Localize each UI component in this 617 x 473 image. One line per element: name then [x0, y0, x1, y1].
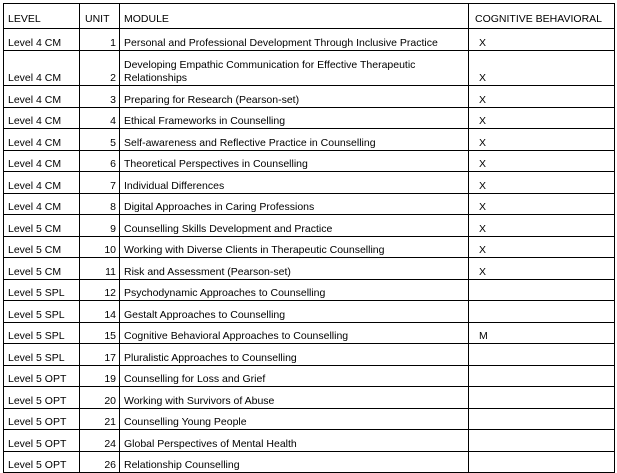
cell-level: Level 4 CM: [4, 107, 80, 129]
table-row: [4, 215, 615, 237]
cell-module: Working with Diverse Clients in Therapeutic Counselling: [120, 236, 469, 258]
cell-module: Personal and Professional Development Through Inclusive Practice: [120, 29, 469, 51]
header-unit: UNIT: [80, 4, 120, 29]
cell-cognitive-behavioral: X: [469, 29, 615, 51]
cell-cognitive-behavioral: [469, 344, 615, 366]
cell-unit: 21: [80, 408, 120, 430]
table-body: [4, 4, 615, 473]
cell-level: Level 4 CM: [4, 129, 80, 151]
table-row: [4, 387, 615, 409]
table-row: [4, 430, 615, 452]
cell-module: Global Perspectives of Mental Health: [120, 430, 469, 452]
table-row: [4, 172, 615, 194]
cell-unit: 4: [80, 107, 120, 129]
table-row: [4, 236, 615, 258]
cell-unit: 11: [80, 258, 120, 280]
table-row: [4, 344, 615, 366]
cell-cognitive-behavioral: X: [469, 107, 615, 129]
cell-level: Level 5 OPT: [4, 430, 80, 452]
cell-unit: 6: [80, 150, 120, 172]
cell-module: Counselling for Loss and Grief: [120, 365, 469, 387]
cell-level: Level 5 OPT: [4, 451, 80, 473]
cell-level: Level 5 CM: [4, 215, 80, 237]
cell-unit: 12: [80, 279, 120, 301]
table-row: [4, 50, 615, 86]
cell-level: Level 5 OPT: [4, 365, 80, 387]
cell-cognitive-behavioral: X: [469, 215, 615, 237]
cell-level: Level 5 CM: [4, 236, 80, 258]
cell-unit: 9: [80, 215, 120, 237]
cell-module: Cognitive Behavioral Approaches to Counselling: [120, 322, 469, 344]
cell-cognitive-behavioral: X: [469, 193, 615, 215]
cell-cognitive-behavioral: [469, 387, 615, 409]
cell-module: Working with Survivors of Abuse: [120, 387, 469, 409]
cell-level: Level 5 OPT: [4, 408, 80, 430]
cell-unit: 14: [80, 301, 120, 323]
cell-module: Relationship Counselling: [120, 451, 469, 473]
cell-level: Level 4 CM: [4, 50, 80, 86]
cell-cognitive-behavioral: X: [469, 150, 615, 172]
cell-unit: 1: [80, 29, 120, 51]
cell-cognitive-behavioral: [469, 301, 615, 323]
cell-cognitive-behavioral: M: [469, 322, 615, 344]
cell-module: Counselling Skills Development and Practice: [120, 215, 469, 237]
header-cognitive-behavioral: COGNITIVE BEHAVIORAL: [469, 4, 615, 29]
cell-cognitive-behavioral: X: [469, 86, 615, 108]
cell-level: Level 4 CM: [4, 86, 80, 108]
table-row: [4, 322, 615, 344]
table-row: [4, 408, 615, 430]
cell-module: Preparing for Research (Pearson-set): [120, 86, 469, 108]
cell-module: Psychodynamic Approaches to Counselling: [120, 279, 469, 301]
cell-cognitive-behavioral: X: [469, 50, 615, 86]
cell-cognitive-behavioral: X: [469, 129, 615, 151]
cell-module: Theoretical Perspectives in Counselling: [120, 150, 469, 172]
cell-level: Level 5 SPL: [4, 322, 80, 344]
table-row: [4, 258, 615, 280]
table-row: [4, 193, 615, 215]
cell-unit: 26: [80, 451, 120, 473]
cell-unit: 15: [80, 322, 120, 344]
cell-cognitive-behavioral: X: [469, 258, 615, 280]
cell-unit: 19: [80, 365, 120, 387]
cell-module: Counselling Young People: [120, 408, 469, 430]
table-row: [4, 150, 615, 172]
header-module: MODULE: [120, 4, 469, 29]
table-row: [4, 107, 615, 129]
cell-module: Gestalt Approaches to Counselling: [120, 301, 469, 323]
cell-unit: 7: [80, 172, 120, 194]
cell-level: Level 4 CM: [4, 150, 80, 172]
cell-unit: 20: [80, 387, 120, 409]
cell-level: Level 5 SPL: [4, 344, 80, 366]
table-row: [4, 129, 615, 151]
cell-level: Level 4 CM: [4, 29, 80, 51]
cell-cognitive-behavioral: [469, 451, 615, 473]
table-row: [4, 301, 615, 323]
cell-module: Pluralistic Approaches to Counselling: [120, 344, 469, 366]
header-level: LEVEL: [4, 4, 80, 29]
cell-level: Level 5 CM: [4, 258, 80, 280]
table-row: [4, 86, 615, 108]
table-row: [4, 279, 615, 301]
cell-cognitive-behavioral: [469, 430, 615, 452]
cell-cognitive-behavioral: [469, 408, 615, 430]
table-row: [4, 365, 615, 387]
cell-unit: 24: [80, 430, 120, 452]
cell-module: Developing Empathic Communication for Effective Therapeutic Relationships: [120, 50, 469, 86]
cell-unit: 3: [80, 86, 120, 108]
cell-unit: 17: [80, 344, 120, 366]
cell-unit: 2: [80, 50, 120, 86]
cell-cognitive-behavioral: X: [469, 172, 615, 194]
cell-level: Level 5 OPT: [4, 387, 80, 409]
cell-module: Digital Approaches in Caring Professions: [120, 193, 469, 215]
cell-level: Level 5 SPL: [4, 279, 80, 301]
cell-unit: 8: [80, 193, 120, 215]
cell-level: Level 5 SPL: [4, 301, 80, 323]
cell-unit: 5: [80, 129, 120, 151]
cell-module: Self-awareness and Reflective Practice in Counselling: [120, 129, 469, 151]
table-header-row: [4, 4, 615, 29]
cell-module: Risk and Assessment (Pearson-set): [120, 258, 469, 280]
cell-cognitive-behavioral: [469, 365, 615, 387]
table-row: [4, 29, 615, 51]
cell-cognitive-behavioral: [469, 279, 615, 301]
cell-level: Level 4 CM: [4, 172, 80, 194]
cell-unit: 10: [80, 236, 120, 258]
cell-module: Individual Differences: [120, 172, 469, 194]
table-row: [4, 451, 615, 473]
cell-module: Ethical Frameworks in Counselling: [120, 107, 469, 129]
modules-table: [3, 3, 615, 473]
cell-level: Level 4 CM: [4, 193, 80, 215]
cell-cognitive-behavioral: X: [469, 236, 615, 258]
